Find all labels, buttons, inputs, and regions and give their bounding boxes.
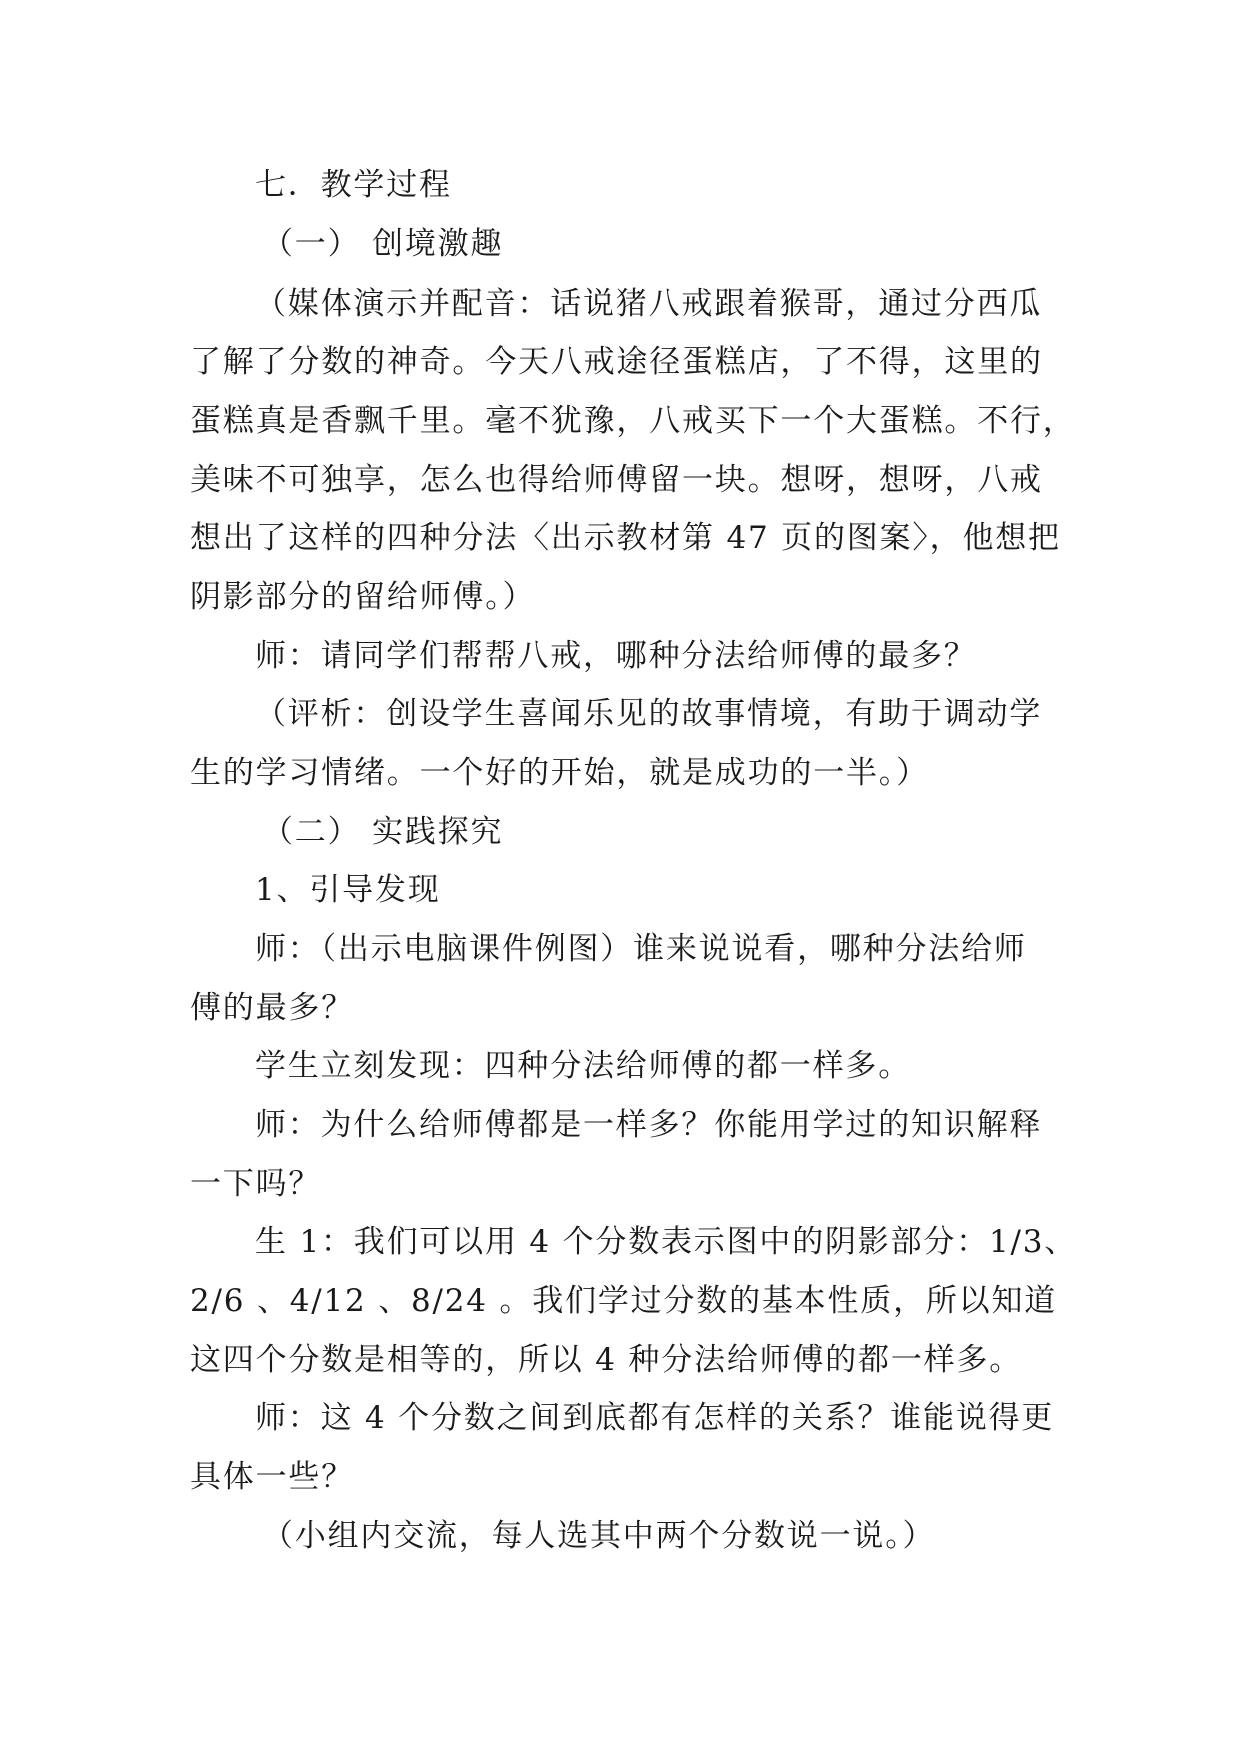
- paragraph-line: 师：为什么给师傅都是一样多？你能用学过的知识解释: [255, 1107, 1043, 1143]
- paragraph-line: 一下吗？: [190, 1166, 322, 1202]
- paragraph-line: 师：请同学们帮帮八戒，哪种分法给师傅的最多？: [255, 638, 977, 674]
- paragraph-line: 阴影部分的留给师傅。）: [190, 579, 536, 615]
- paragraph-line: 想出了这样的四种分法〈出示教材第 47 页的图案〉，他想把: [190, 520, 1061, 556]
- section-heading: 七．教学过程: [255, 167, 452, 203]
- paragraph-line: 1、引导发现: [255, 872, 441, 908]
- subsection-heading: （一） 创境激趣: [262, 226, 504, 262]
- paragraph-line: （评析：创设学生喜闻乐见的故事情境，有助于调动学: [255, 696, 1043, 732]
- paragraph-line: （媒体演示并配音：话说猪八戒跟着猴哥，通过分西瓜: [255, 286, 1043, 322]
- paragraph-line: 师：（出示电脑课件例图）谁来说说看，哪种分法给师: [255, 931, 1027, 967]
- paragraph-line: 生的学习情绪。一个好的开始，就是成功的一半。）: [190, 755, 929, 791]
- paragraph-line: 了解了分数的神奇。今天八戒途径蛋糕店，了不得，这里的: [190, 344, 1043, 380]
- paragraph-line: 2/6 、4/12 、8/24 。我们学过分数的基本性质，所以知道: [190, 1283, 1058, 1319]
- paragraph-line: 这四个分数是相等的，所以 4 种分法给师傅的都一样多。: [190, 1342, 1023, 1378]
- paragraph-line: 生 1：我们可以用 4 个分数表示图中的阴影部分：1/3、: [255, 1224, 1078, 1260]
- paragraph-line: 蛋糕真是香飘千里。毫不犹豫，八戒买下一个大蛋糕。不行，: [190, 403, 1076, 439]
- paragraph-line: 具体一些？: [190, 1459, 354, 1495]
- subsection-heading: （二） 实践探究: [262, 814, 504, 850]
- paragraph-line: 师：这 4 个分数之间到底都有怎样的关系？谁能说得更: [255, 1400, 1055, 1436]
- paragraph-line: 傅的最多？: [190, 990, 354, 1026]
- paragraph-line: （小组内交流，每人选其中两个分数说一说。）: [262, 1518, 936, 1554]
- paragraph-line: 学生立刻发现：四种分法给师傅的都一样多。: [255, 1048, 911, 1084]
- paragraph-line: 美味不可独享，怎么也得给师傅留一块。想呀，想呀，八戒: [190, 462, 1043, 498]
